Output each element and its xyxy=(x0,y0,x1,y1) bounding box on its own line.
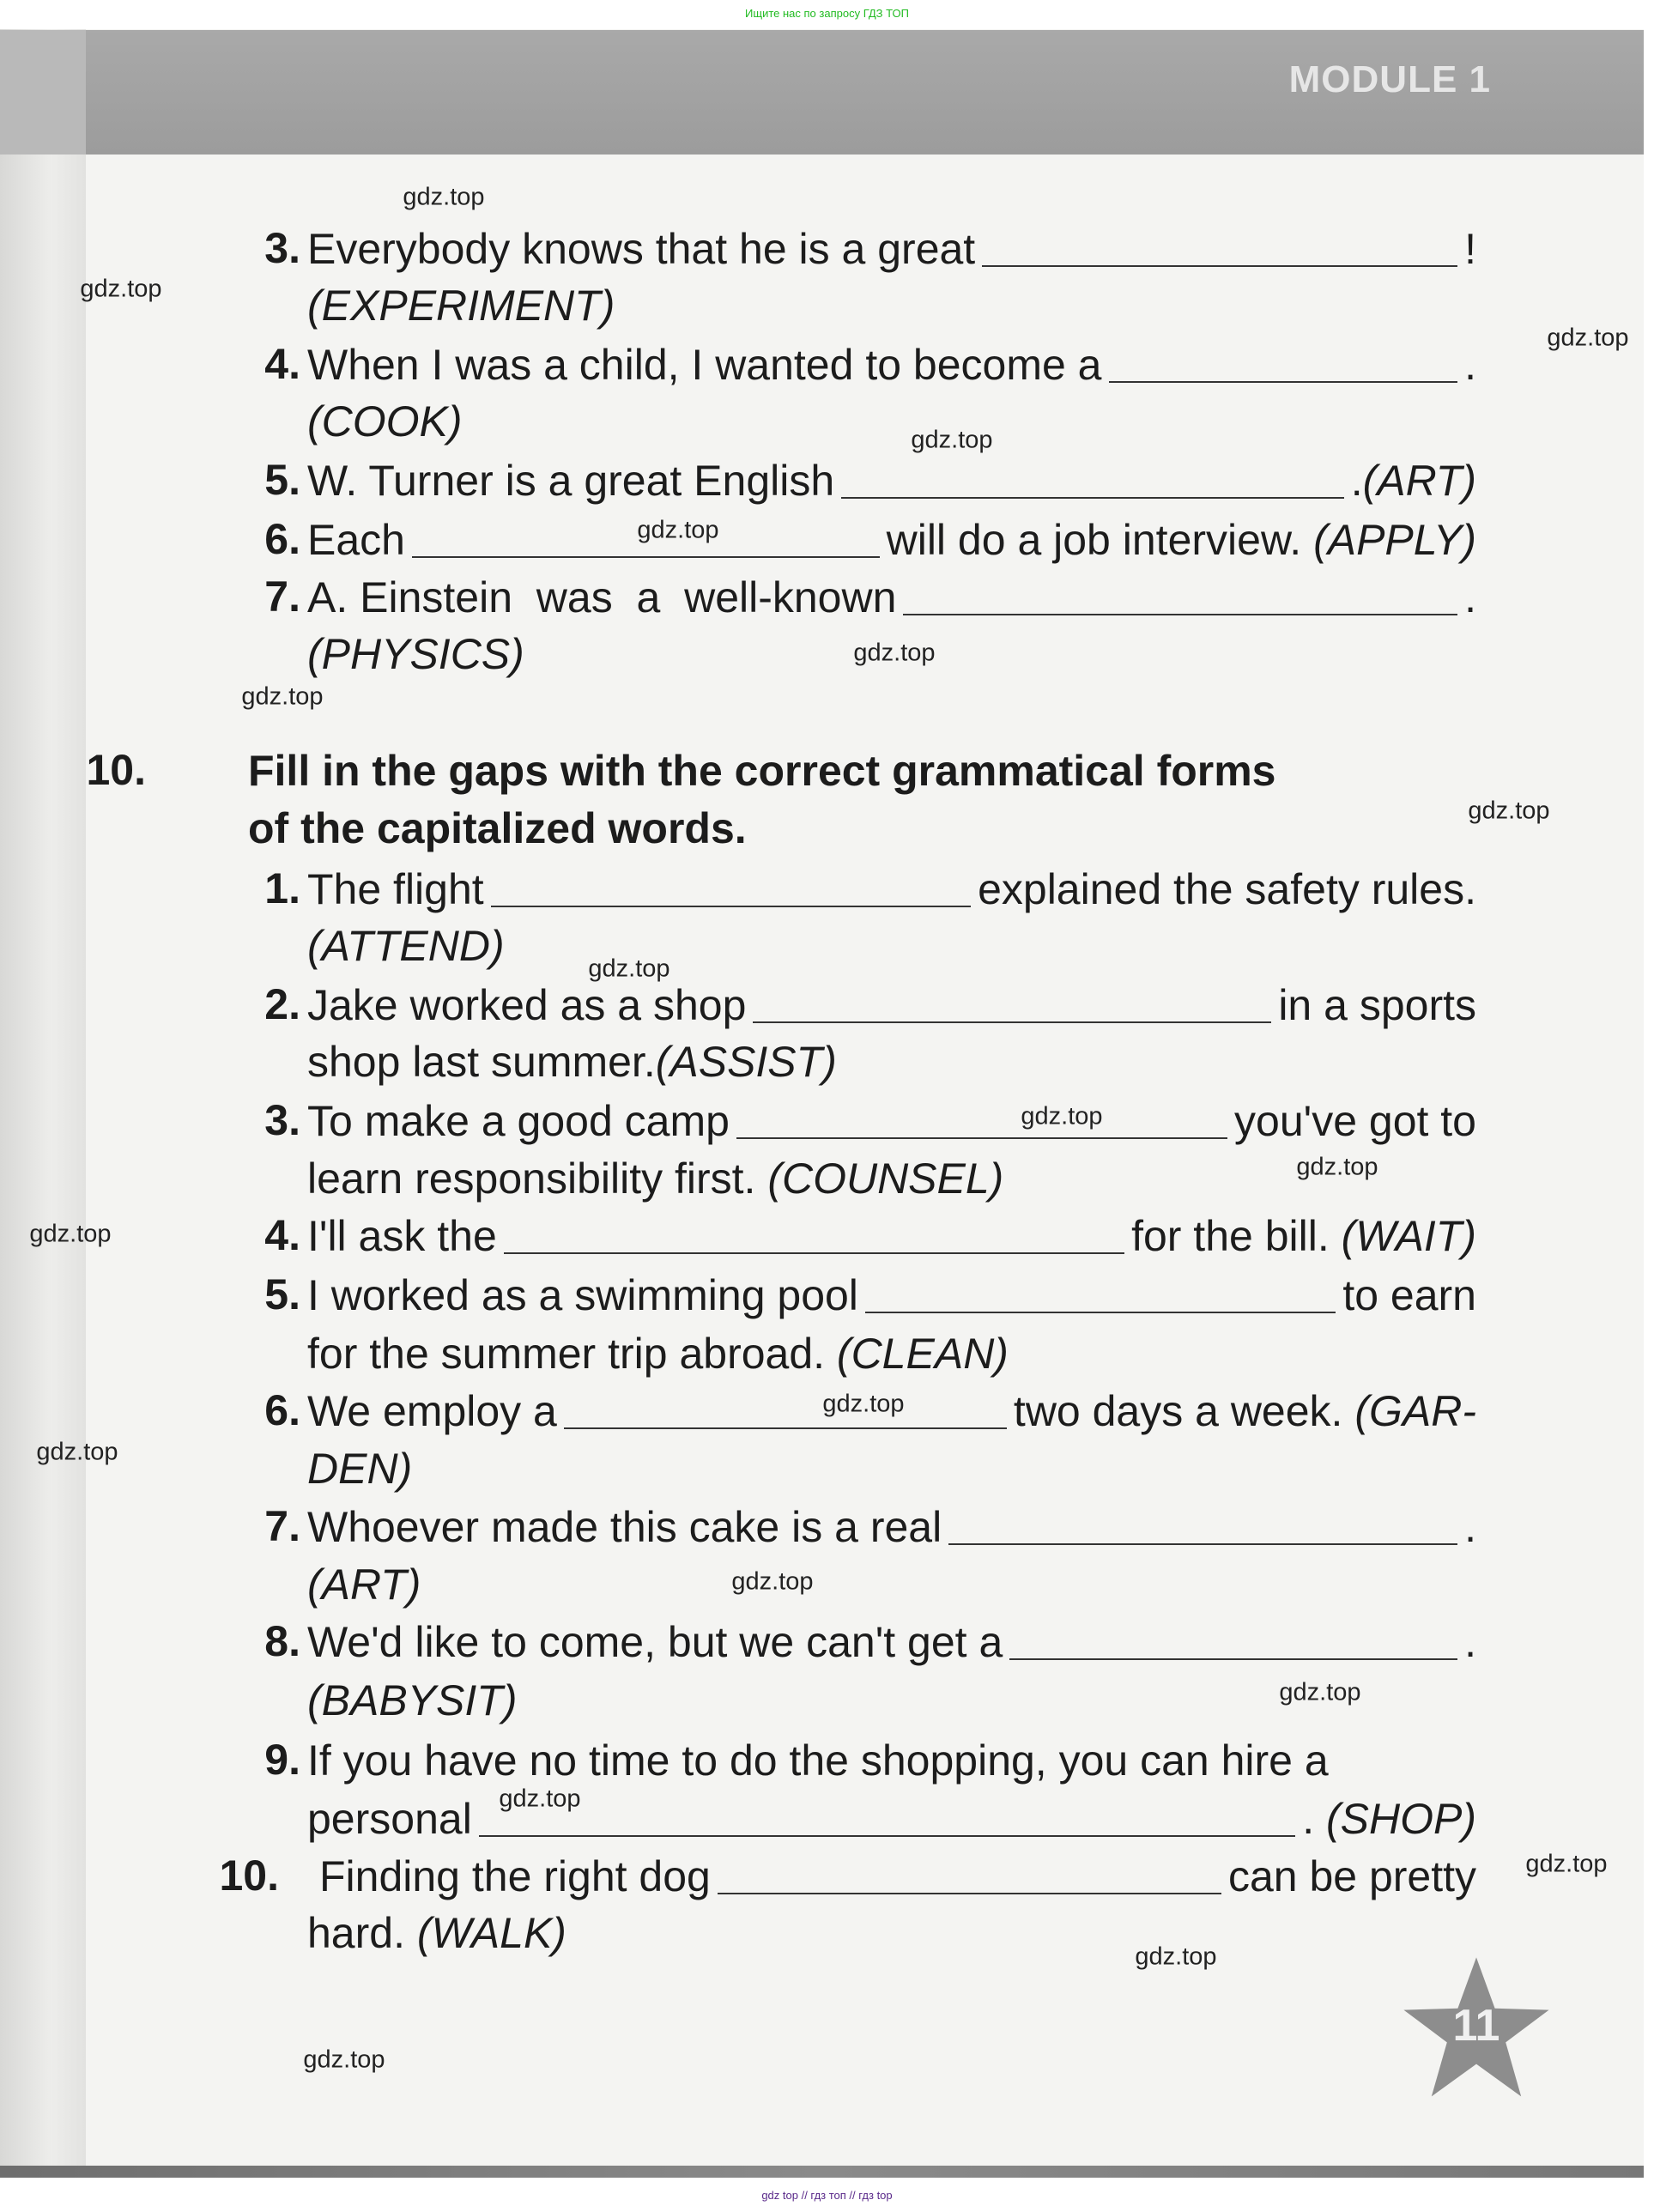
watermark-text: gdz.top xyxy=(731,1567,814,1596)
page-bottom-edge xyxy=(0,2166,1644,2178)
line-text: . xyxy=(1464,1617,1476,1666)
exercise-heading xyxy=(248,799,1476,857)
answer-blank[interactable] xyxy=(504,1218,1124,1254)
watermark-text: gdz.top xyxy=(1021,1102,1103,1130)
line-text: If you have no time to do the shopping, you can hire a xyxy=(307,1736,1329,1785)
answer-blank[interactable] xyxy=(753,987,1271,1023)
exercise-line xyxy=(307,511,1476,568)
module-title: MODULE 1 xyxy=(1288,58,1491,100)
line-text: shop last summer. xyxy=(307,1037,656,1086)
line-text: Whoever made this cake is a real xyxy=(307,1502,942,1551)
item-number: 4. xyxy=(264,1211,300,1259)
line-text: personal xyxy=(307,1794,472,1843)
exercise-line xyxy=(319,1847,1476,1905)
answer-blank[interactable] xyxy=(479,1801,1295,1837)
exercise-line xyxy=(307,568,1476,626)
item-number: 7. xyxy=(264,573,300,621)
line-text: . xyxy=(1350,456,1363,505)
item-number: 3. xyxy=(264,1096,300,1144)
answer-blank[interactable] xyxy=(865,1277,1336,1313)
line-text: . xyxy=(1464,340,1476,389)
line-text: in a sports xyxy=(1278,980,1476,1029)
line-text: The flight xyxy=(307,864,484,913)
word-prompt: (CLEAN) xyxy=(836,1329,1009,1378)
answer-blank[interactable] xyxy=(718,1858,1221,1894)
word-prompt: (GAR- xyxy=(1354,1386,1476,1435)
line-text: to earn xyxy=(1342,1270,1476,1319)
word-prompt: (ATTEND) xyxy=(307,921,505,970)
item-number: 4. xyxy=(264,340,300,388)
exercise-line xyxy=(307,220,1476,277)
exercise-line xyxy=(307,276,1476,334)
exercise-line xyxy=(307,917,1476,974)
line-text: Fill in the gaps with the correct grammatical forms xyxy=(248,746,1276,795)
watermark-text: gdz.top xyxy=(588,954,670,983)
answer-blank[interactable] xyxy=(982,231,1457,267)
answer-blank[interactable] xyxy=(491,871,971,907)
item-number: 2. xyxy=(264,980,300,1028)
watermark-text: gdz.top xyxy=(303,2045,385,2074)
watermark-text: gdz.top xyxy=(403,183,485,211)
exercise-line xyxy=(307,1790,1476,1847)
word-prompt: (APPLY) xyxy=(1313,515,1476,564)
line-text: Everybody knows that he is a great xyxy=(307,224,976,273)
exercise-line xyxy=(307,1731,1476,1789)
item-number: 6. xyxy=(264,1386,300,1434)
line-text: can be pretty xyxy=(1227,1851,1476,1900)
item-number: 5. xyxy=(264,456,300,504)
watermark-text: gdz.top xyxy=(637,516,719,544)
exercise-line xyxy=(307,976,1476,1033)
line-text: To make a good camp xyxy=(307,1096,730,1145)
watermark-text: gdz.top xyxy=(1547,324,1629,352)
exercise-line xyxy=(307,1439,1476,1497)
watermark-text: gdz.top xyxy=(853,639,936,667)
watermark-text: gdz.top xyxy=(1525,1850,1608,1878)
line-text: for the summer trip abroad. xyxy=(307,1329,837,1378)
line-text: I worked as a swimming pool xyxy=(307,1270,858,1319)
word-prompt: (WALK) xyxy=(416,1908,566,1957)
line-text: We employ a xyxy=(307,1386,557,1435)
answer-blank[interactable] xyxy=(948,1509,1457,1545)
word-prompt: (PHYSICS) xyxy=(307,629,524,678)
line-text: W. Turner is a great English xyxy=(307,456,835,505)
line-text: hard. xyxy=(307,1908,417,1957)
line-text: . xyxy=(1464,573,1476,621)
exercise-line xyxy=(307,1324,1476,1382)
watermark-text: gdz.top xyxy=(499,1785,581,1813)
exercise-line xyxy=(307,1207,1476,1264)
header-stripe xyxy=(0,30,86,155)
line-text: explained the safety rules. xyxy=(978,864,1476,913)
exercise-line xyxy=(307,451,1476,509)
exercise-line xyxy=(307,1613,1476,1670)
item-number: 1. xyxy=(264,864,300,912)
watermark-text: gdz.top xyxy=(822,1390,905,1418)
exercise-line xyxy=(307,1555,1476,1613)
watermark-text: gdz.top xyxy=(1296,1153,1378,1181)
watermark-text: gdz.top xyxy=(80,275,162,303)
item-number: 10. xyxy=(86,746,146,794)
word-prompt: DEN) xyxy=(307,1444,413,1493)
exercise-line xyxy=(307,1266,1476,1324)
item-number: 5. xyxy=(264,1270,300,1318)
answer-blank[interactable] xyxy=(1109,347,1458,383)
word-prompt: (COOK) xyxy=(307,397,463,445)
exercise-line xyxy=(307,336,1476,393)
exercise-line xyxy=(307,1033,1476,1090)
line-text: will do a job interview. xyxy=(886,515,1314,564)
item-number: 10. xyxy=(219,1851,279,1900)
exercise-line xyxy=(307,1904,1476,1961)
answer-blank[interactable] xyxy=(1009,1624,1457,1660)
line-text: two days a week. xyxy=(1013,1386,1355,1435)
line-text: I'll ask the xyxy=(307,1211,497,1260)
word-prompt: (EXPERIMENT) xyxy=(307,281,615,330)
exercise-line xyxy=(307,1498,1476,1555)
word-prompt: (COUNSEL) xyxy=(767,1154,1004,1203)
line-text: of the capitalized words. xyxy=(248,803,747,852)
bottom-banner-note: gdz top // гдз топ // гдз top xyxy=(761,2189,893,2202)
watermark-text: gdz.top xyxy=(1468,797,1550,825)
item-number: 6. xyxy=(264,515,300,563)
line-text: Finding the right dog xyxy=(319,1851,711,1900)
watermark-text: gdz.top xyxy=(36,1438,118,1466)
exercise-line xyxy=(307,860,1476,918)
item-number: 9. xyxy=(264,1736,300,1784)
line-text: We'd like to come, but we can't get a xyxy=(307,1617,1003,1666)
line-text: ! xyxy=(1464,224,1476,273)
line-text: you've got to xyxy=(1234,1096,1476,1145)
line-text: learn responsibility first. xyxy=(307,1154,768,1203)
item-number: 3. xyxy=(264,224,300,272)
line-text: for the bill. xyxy=(1131,1211,1342,1260)
line-text: . xyxy=(1302,1794,1326,1843)
answer-blank[interactable] xyxy=(903,579,1457,615)
exercise-line xyxy=(307,1092,1476,1149)
line-text: Each xyxy=(307,515,405,564)
page-spine xyxy=(0,29,86,2175)
word-prompt: (ART) xyxy=(307,1560,421,1609)
exercise-line xyxy=(307,392,1476,450)
page-number: 11 xyxy=(1452,2001,1500,2051)
word-prompt: (SHOP) xyxy=(1326,1794,1476,1843)
word-prompt: (WAIT) xyxy=(1341,1211,1476,1260)
top-banner-note: Ищите нас по запросу ГДЗ ТОП xyxy=(745,7,909,20)
line-text: Jake worked as a shop xyxy=(307,980,747,1029)
answer-blank[interactable] xyxy=(736,1103,1227,1139)
word-prompt: (BABYSIT) xyxy=(307,1676,518,1724)
watermark-text: gdz.top xyxy=(1135,1942,1217,1971)
line-text: A. Einstein was a well-known xyxy=(307,573,897,621)
watermark-text: gdz.top xyxy=(911,426,993,454)
line-text: . xyxy=(1464,1502,1476,1551)
line-text: When I was a child, I wanted to become a xyxy=(307,340,1102,389)
watermark-text: gdz.top xyxy=(29,1220,112,1248)
word-prompt: (ASSIST) xyxy=(655,1037,837,1086)
exercise-heading xyxy=(248,742,1476,799)
answer-blank[interactable] xyxy=(564,1390,1007,1429)
answer-blank[interactable] xyxy=(841,463,1344,499)
item-number: 8. xyxy=(264,1617,300,1665)
item-number: 7. xyxy=(264,1502,300,1550)
watermark-text: gdz.top xyxy=(241,682,324,711)
word-prompt: (ART) xyxy=(1362,456,1476,505)
watermark-text: gdz.top xyxy=(1279,1678,1361,1706)
